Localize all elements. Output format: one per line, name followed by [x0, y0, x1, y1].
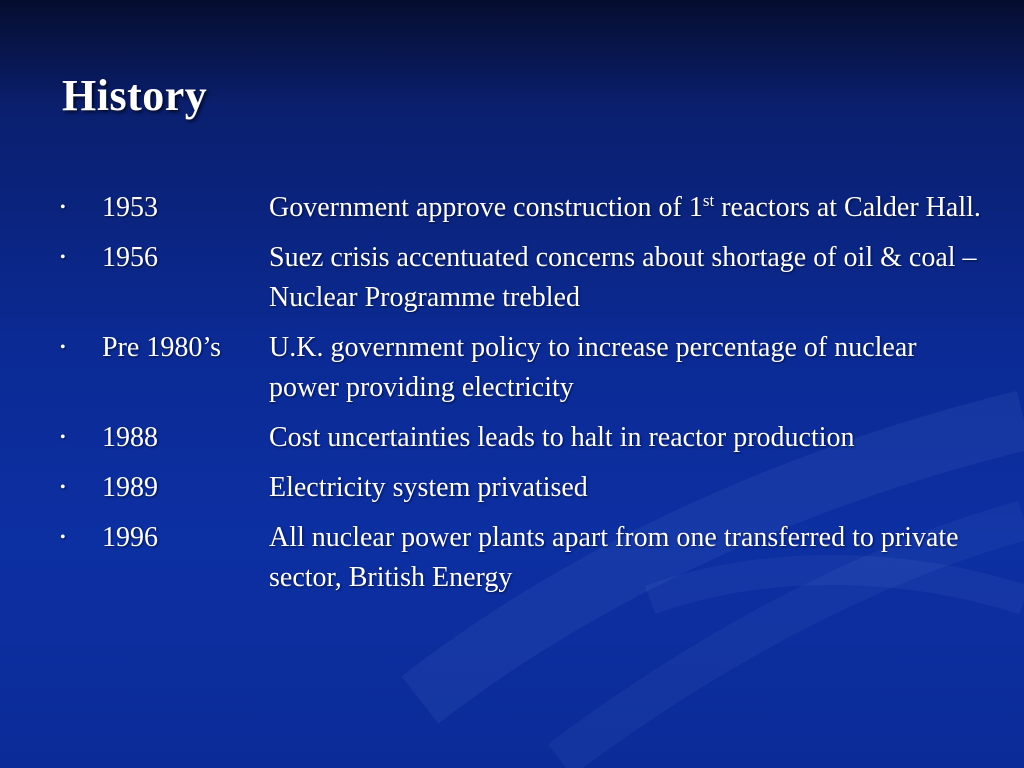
history-item-pre-1980s	[58, 328, 988, 408]
history-year: 1988	[102, 422, 158, 453]
history-year: 1956	[102, 242, 158, 273]
history-item-1953	[58, 188, 988, 228]
bullet-icon: •	[60, 429, 66, 446]
history-item-1989	[58, 468, 988, 508]
history-item-1956	[58, 238, 988, 318]
history-item-1988	[58, 418, 988, 458]
history-year: 1996	[102, 522, 158, 553]
slide-title: History	[62, 71, 208, 120]
history-description: Cost uncertainties leads to halt in reactor production	[269, 422, 855, 453]
history-year: 1953	[102, 192, 158, 223]
history-description: Suez crisis accentuated concerns about shortage of oil & coal – Nuclear Programme trebled	[269, 242, 977, 313]
description-text-part: reactors at Calder Hall.	[714, 192, 981, 223]
history-year: 1989	[102, 472, 158, 503]
bullet-icon: •	[60, 479, 66, 496]
history-description: U.K. government policy to increase percentage of nuclear power providing electricity	[269, 332, 917, 403]
history-description	[269, 188, 988, 228]
history-item-1996	[58, 518, 988, 598]
ordinal-superscript: st	[702, 191, 715, 210]
history-description: All nuclear power plants apart from one transferred to private sector, British Energy	[269, 522, 959, 593]
bullet-icon: •	[60, 199, 66, 216]
history-list	[58, 188, 988, 608]
bullet-icon: •	[60, 249, 66, 266]
history-description: Electricity system privatised	[269, 472, 588, 503]
history-year: Pre 1980’s	[102, 332, 221, 363]
bullet-icon: •	[60, 529, 66, 546]
description-text-part: Government approve construction of 1	[269, 192, 703, 223]
bullet-icon: •	[60, 339, 66, 356]
